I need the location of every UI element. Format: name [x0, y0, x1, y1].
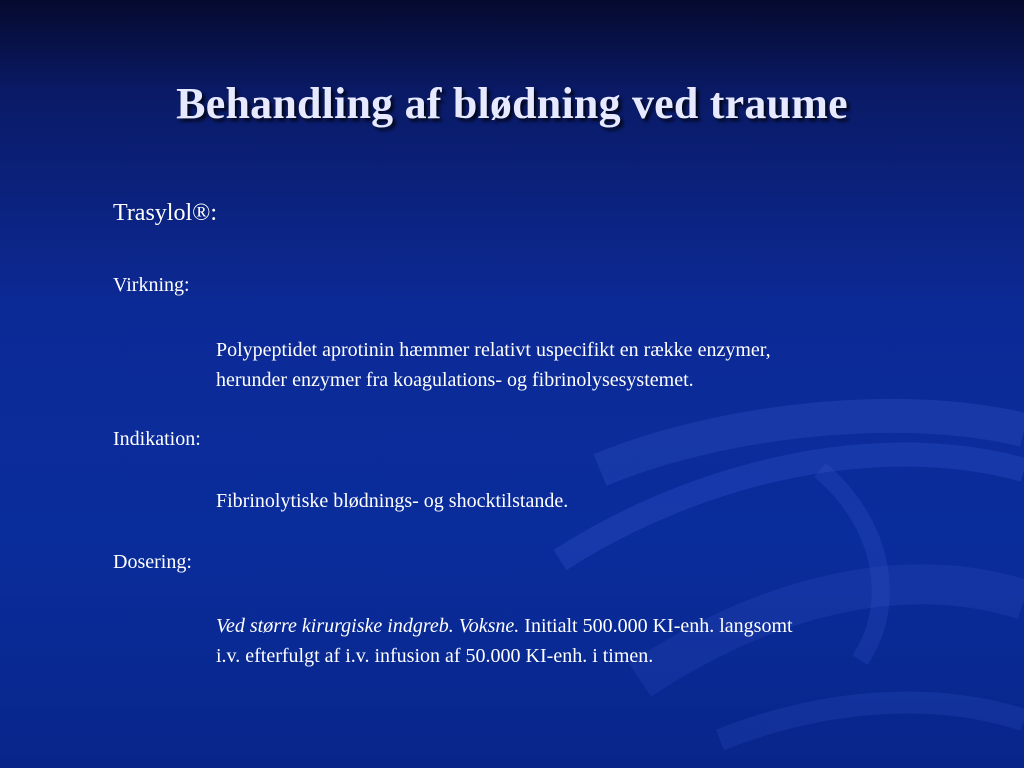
indikation-label: Indikation: — [113, 428, 201, 450]
dosering-italic-text: Ved større kirurgiske indgreb. Voksne. — [216, 615, 520, 637]
dosering-line-1 — [216, 611, 793, 641]
dosering-label: Dosering: — [113, 551, 192, 573]
virkning-line-1: Polypeptidet aprotinin hæmmer relativt uspecifikt en række enzymer, — [216, 339, 771, 361]
dosering-line-2: i.v. efterfulgt af i.v. infusion af 50.000 KI-enh. i timen. — [216, 645, 654, 667]
indikation-line-1: Fibrinolytiske blødnings- og shocktilstande. — [216, 490, 569, 512]
slide-title: Behandling af blødning ved traume — [176, 79, 848, 128]
dosering-text — [216, 611, 793, 671]
indikation-text — [216, 486, 568, 516]
dosering-line-1-rest: Initialt 500.000 KI-enh. langsomt — [519, 615, 793, 637]
virkning-text — [216, 335, 771, 395]
virkning-label: Virkning: — [113, 274, 190, 296]
drug-heading: Trasylol®: — [113, 200, 218, 226]
virkning-line-2: herunder enzymer fra koagulations- og fibrinolysesystemet. — [216, 369, 694, 391]
